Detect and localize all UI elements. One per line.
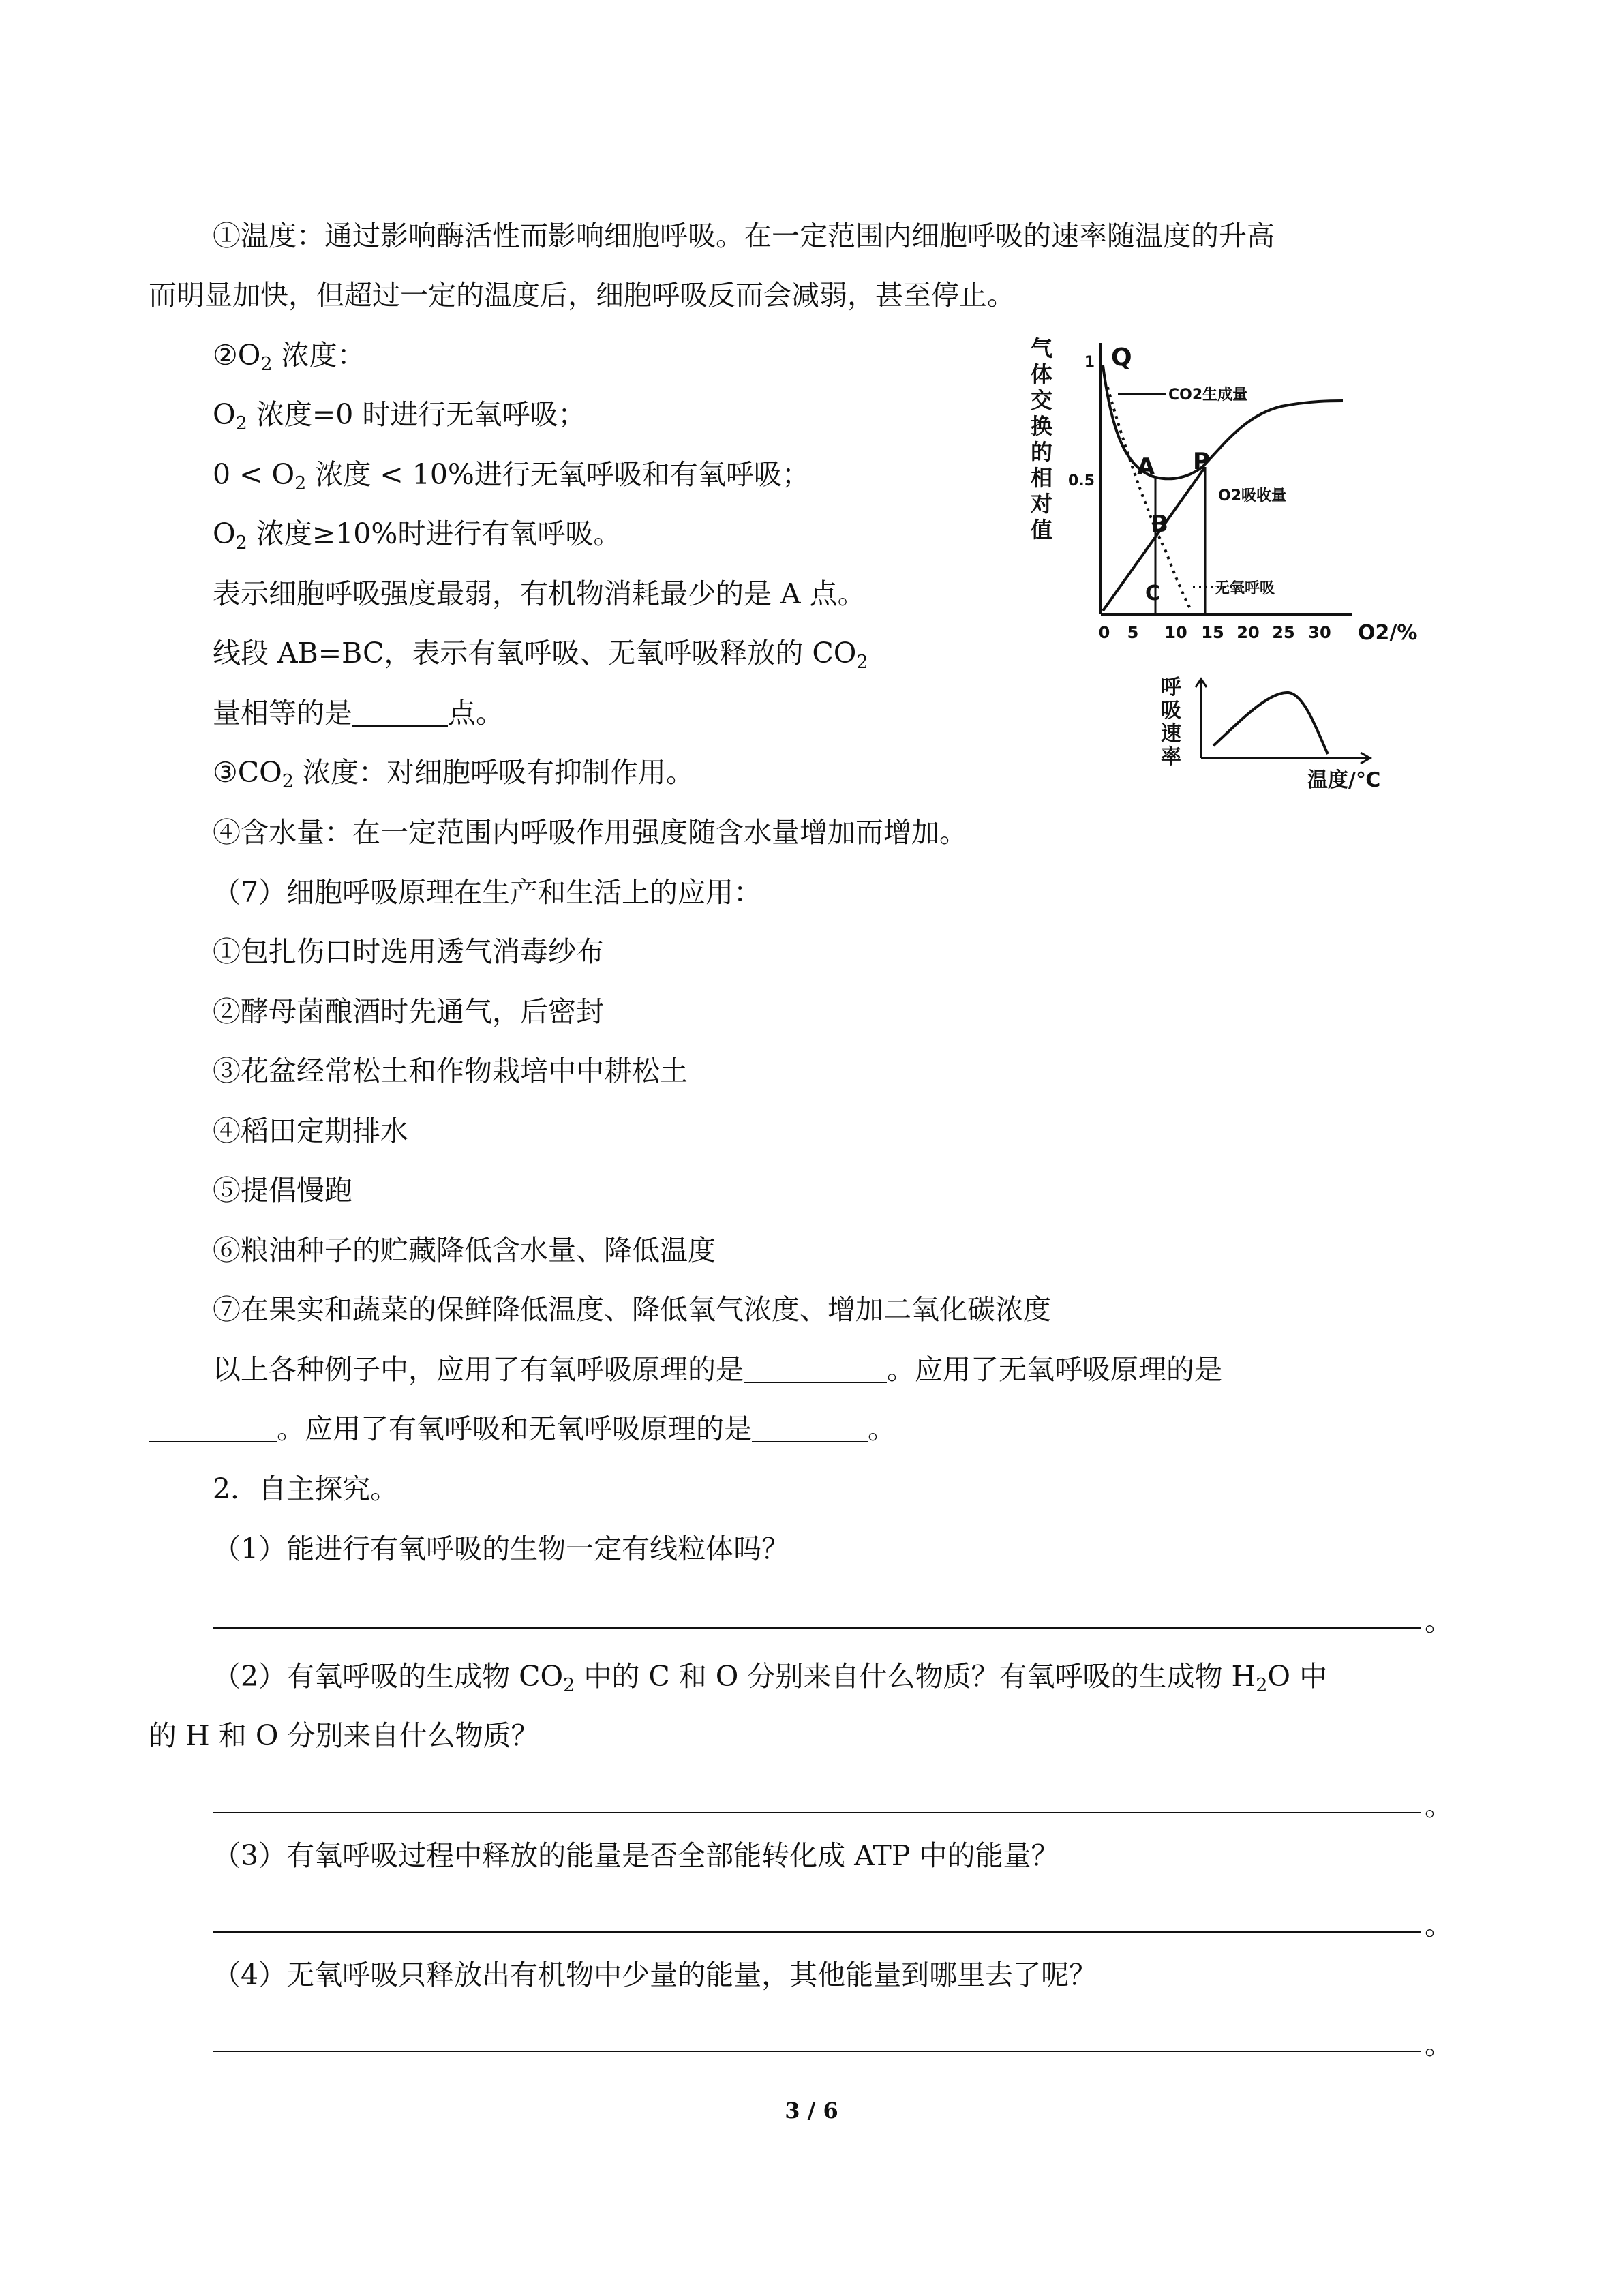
application-item: ⑤提倡慢跑 [213, 1174, 352, 1207]
point-c-label: C [1145, 581, 1161, 605]
y-tick-1: 1 [1084, 354, 1095, 371]
section-2-title: 2．自主探究。 [213, 1472, 399, 1505]
question-3: （3）有氧呼吸过程中释放的能量是否全部能转化成 ATP 中的能量？ [213, 1839, 1059, 1872]
co2-line: $③CO_2$ 浓度：对细胞呼吸有抑制作用。 [213, 756, 694, 792]
answer-line-2[interactable] [213, 1812, 1421, 1813]
water-line: ④含水量：在一定范围内呼吸作用强度随含水量增加而增加。 [213, 816, 967, 849]
y-axis-label [1161, 676, 1182, 769]
y-label-char: 体 [1030, 361, 1053, 387]
x-tick: 10 [1164, 623, 1187, 642]
y-label-char: 吸 [1161, 699, 1181, 723]
application-item: ③花盆经常松土和作物栽培中中耕松土 [213, 1055, 688, 1087]
point-b-label: B [1151, 511, 1168, 538]
temperature-line-2: 而明显加快，但超过一定的温度后，细胞呼吸反而会减弱，甚至停止。 [149, 279, 1015, 312]
rate-curve [1213, 693, 1328, 754]
application-item: ⑦在果实和蔬菜的保鲜降低温度、降低氧气浓度、增加二氧化碳浓度 [213, 1293, 1051, 1326]
y-tick-0-5: 0.5 [1068, 472, 1095, 489]
page-number: 3 / 6 [785, 2098, 838, 2124]
x-axis-label: 温度/℃ [1307, 768, 1381, 792]
x-tick: 15 [1201, 623, 1224, 642]
o2-line-4: 表示细胞呼吸强度最弱，有机物消耗最少的是 A 点。 [213, 577, 866, 610]
answer-line-4[interactable] [213, 2051, 1421, 2052]
application-title: （7）细胞呼吸原理在生产和生活上的应用： [213, 876, 762, 909]
summary-line-1: 以上各种例子中，应用了有氧呼吸原理的是 。应用了无氧呼吸原理的是 [213, 1353, 1222, 1386]
x-tick: 30 [1308, 623, 1331, 642]
point-a-label: A [1137, 453, 1155, 481]
answer-line-3[interactable] [213, 1931, 1421, 1933]
y-label-char: 对 [1030, 491, 1053, 517]
temperature-rate-figure [1152, 675, 1425, 811]
y-label-char: 速 [1161, 722, 1181, 746]
question-1: （1）能进行有氧呼吸的生物一定有线粒体吗？ [213, 1532, 790, 1565]
question-4: （4）无氧呼吸只释放出有机物中少量的能量，其他能量到哪里去了呢？ [213, 1959, 1097, 1991]
y-label-char: 率 [1161, 745, 1181, 769]
application-item: ②酵母菌酿酒时先通气，后密封 [213, 995, 604, 1028]
y-label-char: 的 [1030, 439, 1053, 465]
o2-line-2: $0 < O_2$ 浓度 < 10%进行无氧呼吸和有氧呼吸； [213, 458, 810, 494]
o2-line-1: $O_2$ 浓度=0 时进行无氧呼吸； [213, 398, 586, 434]
y-label-char: 值 [1030, 517, 1053, 543]
point-q-label: Q [1111, 344, 1132, 372]
answer-blank-anaerobic[interactable] [149, 1414, 277, 1442]
application-item: ①包扎伤口时选用透气消毒纱布 [213, 935, 604, 968]
o2-legend: O2吸收量 [1218, 487, 1287, 504]
question-2-line-1: （2）有氧呼吸的生成物 $CO_2$ 中的 C 和 O 分别来自什么物质？有氧呼吸的生成物 $H_2O$ 中 [213, 1660, 1328, 1696]
temperature-line-1: ①温度：通过影响酶活性而影响细胞呼吸。在一定范围内细胞呼吸的速率随温度的升高 [213, 220, 1275, 252]
o2-line-3: $O_2$ 浓度≥10%时进行有氧呼吸。 [213, 517, 622, 554]
y-label-char: 相 [1030, 465, 1053, 491]
y-label-char: 呼 [1161, 676, 1181, 699]
y-axis-label [1031, 335, 1052, 543]
y-label-char: 交 [1030, 387, 1053, 413]
y-label-char: 换 [1030, 413, 1053, 439]
x-tick: 0 [1098, 623, 1110, 642]
answer-line-1[interactable] [213, 1627, 1421, 1629]
application-item: ④稻田定期排水 [213, 1115, 408, 1147]
y-label-char: 气 [1030, 335, 1053, 361]
answer-blank[interactable] [352, 698, 448, 727]
answer-line-end: 。 [1425, 1605, 1453, 1637]
answer-line-end: 。 [1425, 2028, 1453, 2061]
anaerobic-curve [1108, 387, 1192, 611]
o2-gas-exchange-figure [1022, 333, 1431, 653]
summary-line-2: 。应用了有氧呼吸和无氧呼吸原理的是 。 [149, 1410, 896, 1448]
answer-blank-both[interactable] [752, 1414, 868, 1442]
co2-legend: CO2生成量 [1168, 387, 1248, 404]
point-p-label: P [1193, 448, 1210, 475]
o2-line-6: 量相等的是 点。 [213, 697, 504, 729]
answer-line-end: 。 [1425, 1789, 1453, 1822]
question-2-line-2: 的 H 和 O 分别来自什么物质？ [149, 1719, 539, 1752]
application-item: ⑥粮油种子的贮藏降低含水量、降低温度 [213, 1234, 716, 1267]
x-tick: 25 [1272, 623, 1295, 642]
answer-line-end: 。 [1425, 1909, 1453, 1942]
x-axis-label: O2/% [1358, 621, 1418, 645]
o2-line-5: 线段 AB=BC，表示有氧呼吸、无氧呼吸释放的 $CO_2$ [213, 637, 868, 673]
answer-blank-aerobic[interactable] [744, 1355, 887, 1383]
o2-title: $②O_2$ 浓度： [213, 339, 365, 375]
x-tick: 20 [1237, 623, 1260, 642]
anaerobic-legend: 无氧呼吸 [1215, 580, 1275, 597]
x-tick: 5 [1127, 623, 1139, 642]
